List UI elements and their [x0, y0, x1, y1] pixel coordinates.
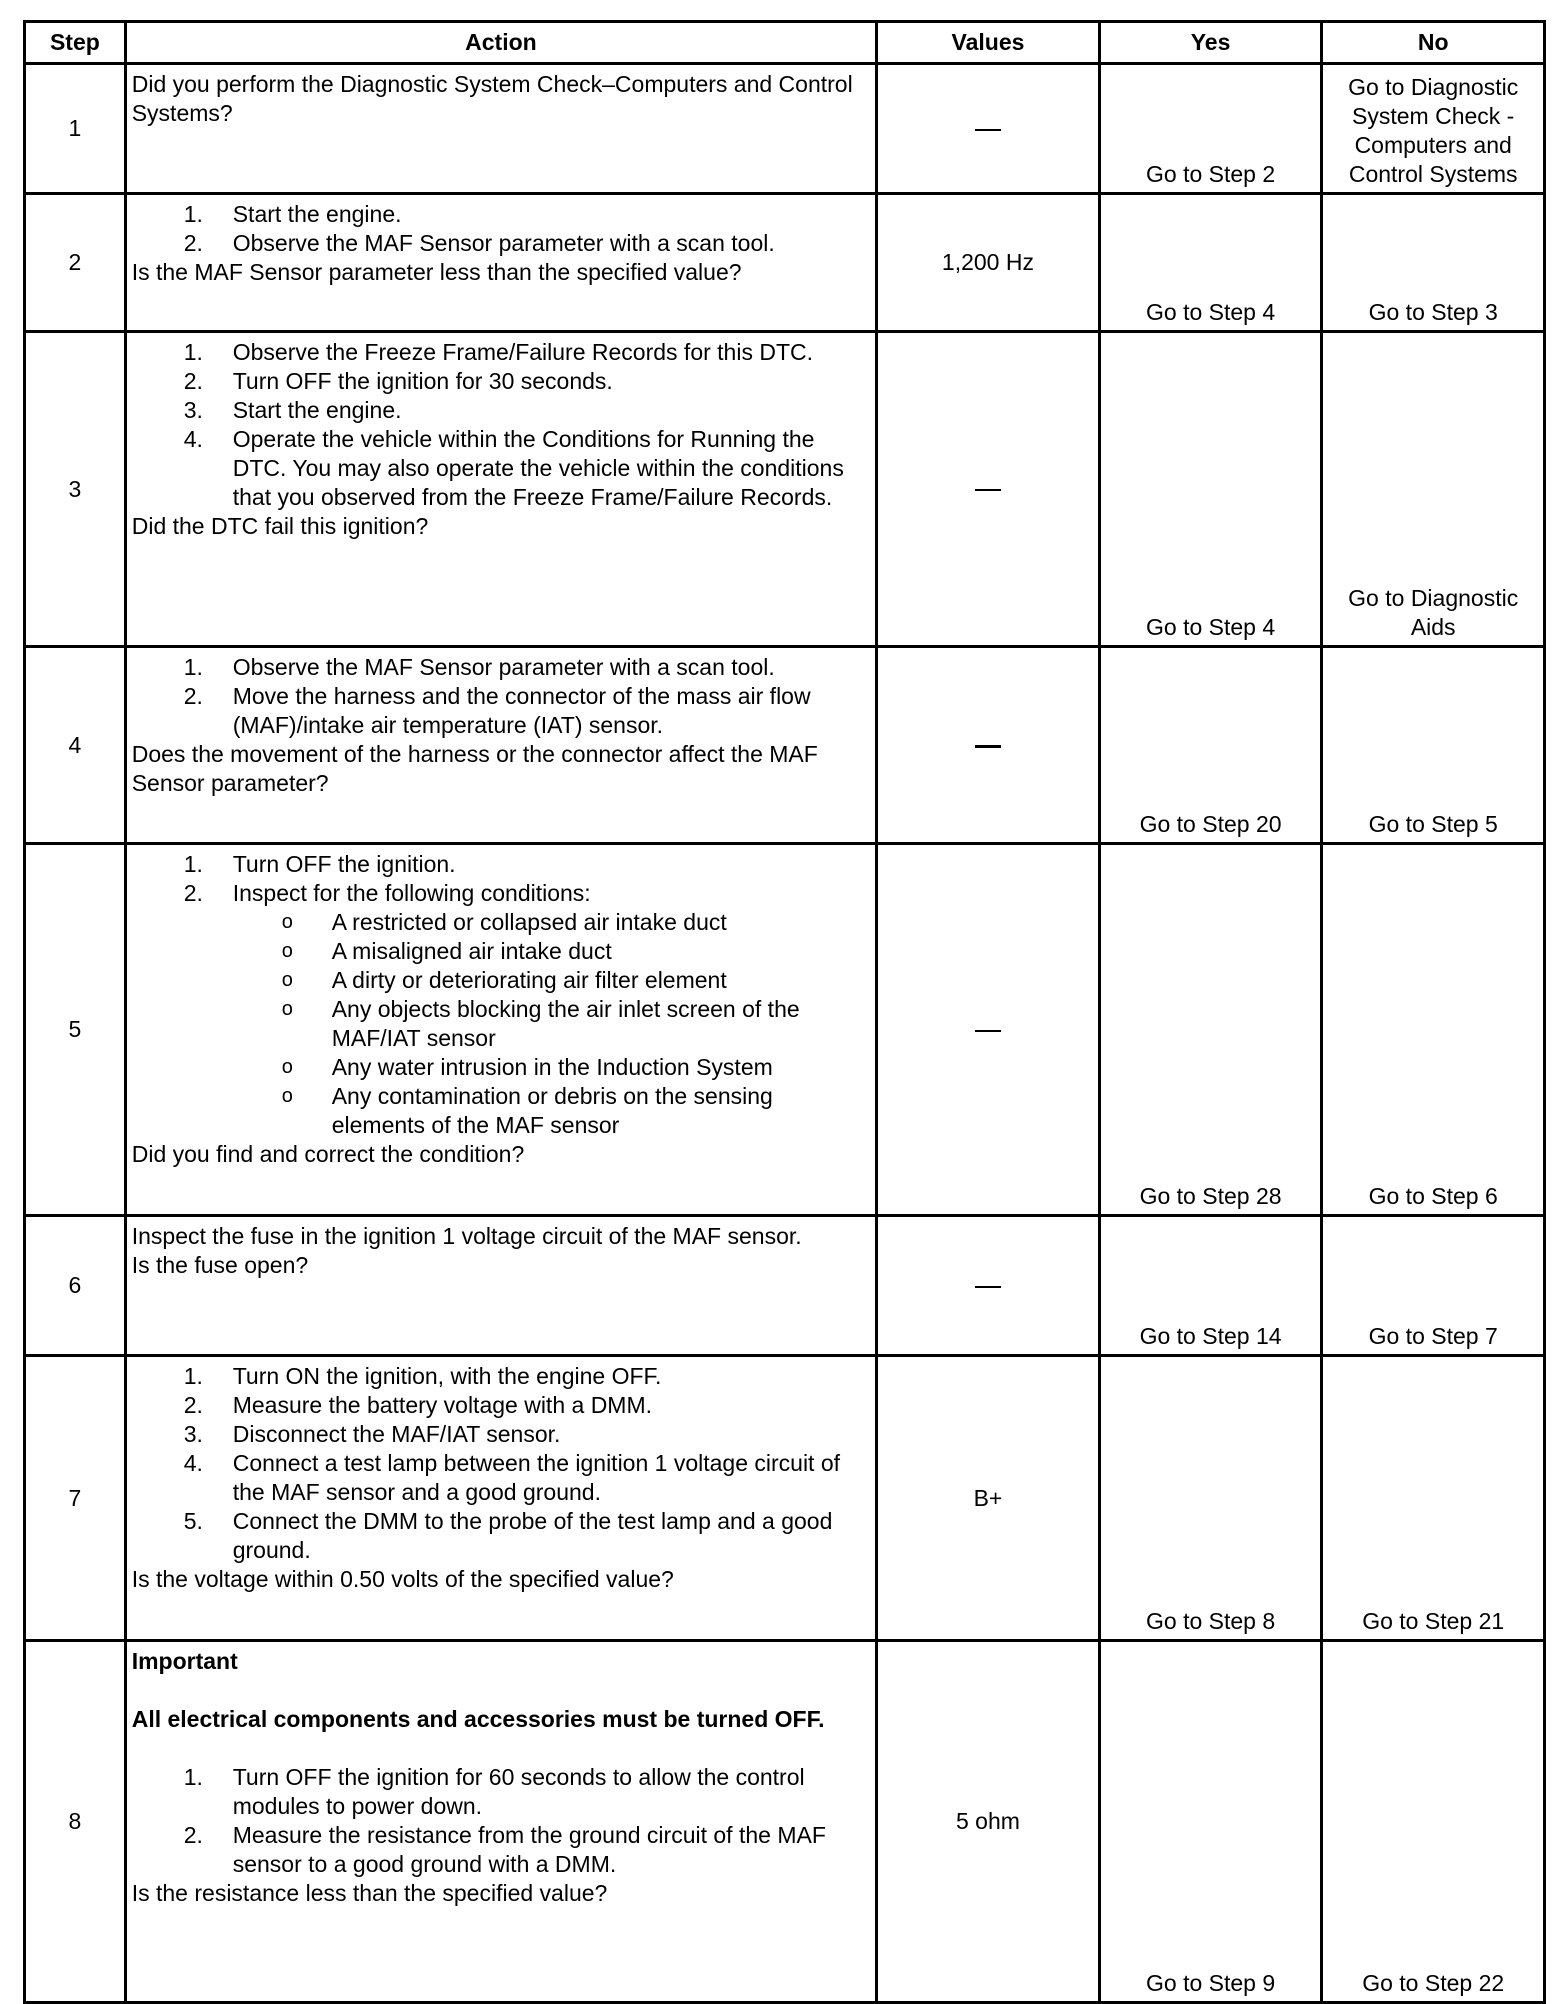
list-item: 2. Turn OFF the ignition for 30 seconds.	[183, 368, 613, 394]
step-number: 1	[25, 64, 126, 194]
step-list	[132, 653, 869, 740]
no-cell: Go to Step 21	[1322, 1356, 1545, 1641]
no-cell: Go to Diagnostic System Check - Computers and Control Systems	[1322, 64, 1545, 194]
action-cell	[125, 1356, 876, 1641]
header-values: Values	[877, 22, 1100, 64]
table-row	[25, 1216, 1545, 1356]
step-list	[132, 1362, 869, 1565]
header-action: Action	[125, 22, 876, 64]
question-text: Did you find and correct the condition?	[131, 1141, 525, 1167]
dash-mark	[975, 1286, 1001, 1288]
action-cell	[125, 194, 876, 332]
yes-cell: Go to Step 20	[1099, 647, 1322, 844]
question-text: Is the voltage within 0.50 volts of the specified value?	[131, 1566, 674, 1592]
step-number: 7	[25, 1356, 126, 1641]
value-cell	[877, 332, 1100, 647]
list-item: o A restricted or collapsed air intake duct	[281, 909, 727, 935]
yes-cell: Go to Step 28	[1099, 844, 1322, 1216]
step-number: 2	[25, 194, 126, 332]
question-text: Is the resistance less than the specified value?	[131, 1880, 608, 1906]
value-cell	[877, 647, 1100, 844]
list-item: 1. Start the engine.	[183, 201, 402, 227]
value-cell	[877, 64, 1100, 194]
step-number: 8	[25, 1641, 126, 2003]
action-cell	[125, 332, 876, 647]
condition-list	[132, 908, 869, 1140]
list-item: o A dirty or deteriorating air filter element	[281, 967, 727, 993]
list-item: 1. Observe the MAF Sensor parameter with a scan tool.	[183, 654, 775, 680]
table-row	[25, 844, 1545, 1216]
value-cell: B+	[877, 1356, 1100, 1641]
action-text: Inspect the fuse in the ignition 1 voltage circuit of the MAF sensor.	[131, 1223, 802, 1249]
question-text: Is the fuse open?	[131, 1252, 309, 1278]
list-item: o Any objects blocking the air inlet screen of the MAF/IAT sensor	[281, 996, 800, 1051]
value-cell	[877, 844, 1100, 1216]
list-item: 1. Turn OFF the ignition for 60 seconds to allow the control modules to power down.	[183, 1764, 805, 1819]
step-number: 4	[25, 647, 126, 844]
list-item: 1. Turn ON the ignition, with the engine OFF.	[183, 1363, 662, 1389]
header-no: No	[1322, 22, 1545, 64]
action-cell	[125, 64, 876, 194]
step-list	[132, 1763, 869, 1879]
table-row	[25, 64, 1545, 194]
dash-mark	[975, 129, 1001, 131]
table-row	[25, 1356, 1545, 1641]
step-list	[132, 338, 869, 512]
list-item: 3. Disconnect the MAF/IAT sensor.	[183, 1421, 561, 1447]
dash-mark	[975, 489, 1001, 491]
yes-cell: Go to Step 4	[1099, 332, 1322, 647]
step-number: 3	[25, 332, 126, 647]
yes-cell: Go to Step 2	[1099, 64, 1322, 194]
list-item: 1. Turn OFF the ignition.	[183, 851, 456, 877]
list-item: 4. Connect a test lamp between the ignition 1 voltage circuit of the MAF sensor and a good ground.	[183, 1450, 841, 1505]
question-text: Did the DTC fail this ignition?	[131, 513, 429, 539]
diagnostic-table	[23, 20, 1546, 2004]
list-item: o A misaligned air intake duct	[281, 938, 612, 964]
header-step: Step	[25, 22, 126, 64]
step-number: 6	[25, 1216, 126, 1356]
yes-cell: Go to Step 4	[1099, 194, 1322, 332]
list-item: 2. Measure the resistance from the ground circuit of the MAF sensor to a good ground with a DMM.	[183, 1822, 826, 1877]
table-row	[25, 194, 1545, 332]
important-text: All electrical components and accessories must be turned OFF.	[131, 1706, 825, 1732]
header-yes: Yes	[1099, 22, 1322, 64]
no-cell: Go to Step 22	[1322, 1641, 1545, 2003]
yes-cell: Go to Step 9	[1099, 1641, 1322, 2003]
dash-mark	[975, 745, 1001, 748]
list-item: 2. Move the harness and the connector of the mass air flow (MAF)/intake air temperature (IAT) sensor.	[183, 683, 811, 738]
no-cell: Go to Step 7	[1322, 1216, 1545, 1356]
list-item: o Any contamination or debris on the sensing elements of the MAF sensor	[281, 1083, 773, 1138]
table-row	[25, 647, 1545, 844]
list-item: o Any water intrusion in the Induction System	[281, 1054, 773, 1080]
value-cell: 5 ohm	[877, 1641, 1100, 2003]
action-cell	[125, 1216, 876, 1356]
step-list	[132, 200, 869, 258]
list-item: 4. Operate the vehicle within the Conditions for Running the DTC. You may also operate the vehicle within the conditions that you observed from the Freeze Frame/Failure Records.	[183, 426, 844, 510]
yes-cell: Go to Step 14	[1099, 1216, 1322, 1356]
no-cell: Go to Diagnostic Aids	[1322, 332, 1545, 647]
list-item: 2. Measure the battery voltage with a DMM.	[183, 1392, 653, 1418]
question-text: Does the movement of the harness or the connector affect the MAF Sensor parameter?	[131, 741, 818, 796]
action-text: Did you perform the Diagnostic System Check–Computers and Control Systems?	[131, 71, 853, 126]
no-cell: Go to Step 3	[1322, 194, 1545, 332]
header-row	[25, 22, 1545, 64]
list-item: 3. Start the engine.	[183, 397, 402, 423]
table-row	[25, 332, 1545, 647]
value-cell: 1,200 Hz	[877, 194, 1100, 332]
list-item: 1. Observe the Freeze Frame/Failure Records for this DTC.	[183, 339, 814, 365]
list-item: 2. Observe the MAF Sensor parameter with a scan tool.	[183, 230, 775, 256]
important-label: Important	[131, 1648, 238, 1674]
yes-cell: Go to Step 8	[1099, 1356, 1322, 1641]
step-number: 5	[25, 844, 126, 1216]
question-text: Is the MAF Sensor parameter less than the specified value?	[131, 259, 742, 285]
value-cell	[877, 1216, 1100, 1356]
no-cell: Go to Step 5	[1322, 647, 1545, 844]
step-list	[132, 850, 869, 908]
dash-mark	[975, 1030, 1001, 1032]
no-cell: Go to Step 6	[1322, 844, 1545, 1216]
table-row	[25, 1641, 1545, 2003]
list-item: 2. Inspect for the following conditions:	[183, 880, 591, 906]
action-cell	[125, 647, 876, 844]
action-cell	[125, 844, 876, 1216]
list-item: 5. Connect the DMM to the probe of the test lamp and a good ground.	[183, 1508, 833, 1563]
action-cell	[125, 1641, 876, 2003]
